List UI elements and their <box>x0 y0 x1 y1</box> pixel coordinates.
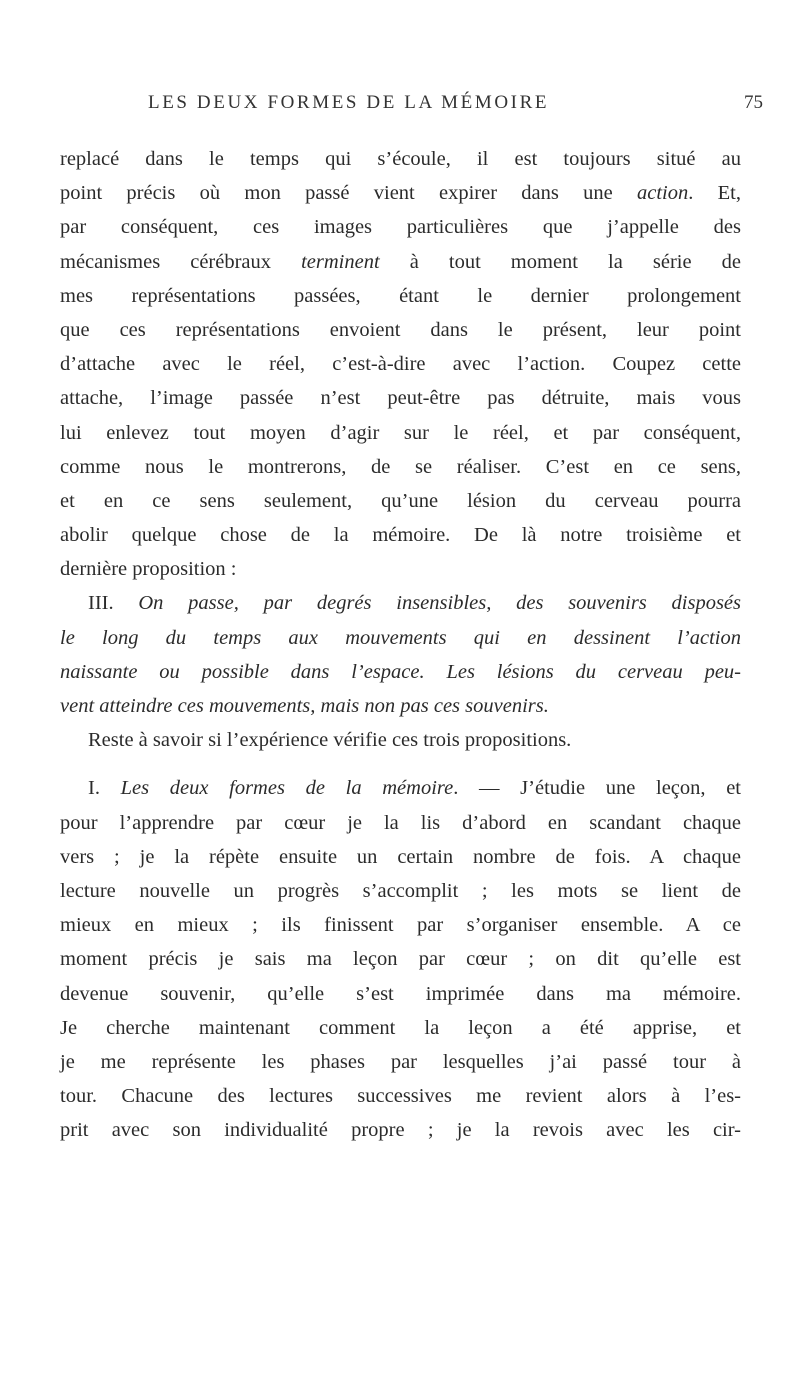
text-line: abolir quelque chose de la mémoire. De là notre troisième et <box>60 524 741 547</box>
text-line <box>60 586 741 620</box>
emphasis: le long du temps aux mouvements qui en dessinent l’action <box>60 626 741 649</box>
text-line <box>60 689 741 723</box>
emphasis: naissante ou possible dans l’espace. Les lésions du cerveau peu- <box>60 660 741 683</box>
page-header <box>0 92 801 122</box>
emphasis: vent atteindre ces mouvements, mais non pas ces souvenirs. <box>60 695 549 717</box>
text-run: . Et, <box>688 182 741 205</box>
text-line: tour. Chacune des lectures successives me revient alors à l’es- <box>60 1085 741 1108</box>
text-line: vers ; je la répète ensuite un certain nombre de fois. A chaque <box>60 845 741 868</box>
text-line: comme nous le montrerons, de se réaliser. C’est en ce sens, <box>60 455 741 478</box>
text-line: d’attache avec le réel, c’est-à-dire avec l’action. Coupez cette <box>60 353 741 376</box>
text-line: replacé dans le temps qui s’écoule, il est toujours situé au <box>60 148 741 170</box>
roman-numeral: I. <box>88 777 121 800</box>
text-line: pour l’apprendre par cœur je la lis d’abord en scandant chaque <box>60 811 741 834</box>
text-line: moment précis je sais ma leçon par cœur ; on dit qu’elle est <box>60 948 741 971</box>
text-line: devenue souvenir, qu’elle s’est imprimée dans ma mémoire. <box>60 982 741 1005</box>
text-line: je me représente les phases par lesquelles j’ai passé tour à <box>60 1050 741 1073</box>
text-line <box>60 771 741 805</box>
section-one <box>60 771 741 1147</box>
text-line: Reste à savoir si l’expérience vérifie ces trois propositions. <box>88 729 572 752</box>
text-line: lecture nouvelle un progrès s’accomplit ; les mots se lient de <box>60 879 741 902</box>
section-gap <box>60 757 741 771</box>
text-line: et en ce sens seulement, qu’une lésion du cerveau pourra <box>60 489 741 512</box>
emphasis: terminent <box>301 250 380 273</box>
text-run: point précis où mon passé vient expirer dans une <box>60 182 638 205</box>
emphasis: action <box>637 182 689 205</box>
text-line <box>60 655 741 689</box>
paragraph <box>60 723 741 757</box>
text-line: prit avec son individualité propre ; je la revois avec les cir- <box>60 1119 741 1142</box>
text-line: attache, l’image passée n’est peut-être pas détruite, mais vous <box>60 387 741 410</box>
roman-numeral: III. <box>88 592 139 615</box>
text-line: lui enlevez tout moyen d’agir sur le réel, et par conséquent, <box>60 421 741 444</box>
text-line <box>60 176 741 210</box>
text-line: mes représentations passées, étant le dernier prolongement <box>60 284 741 307</box>
text-line: que ces représentations envoient dans le présent, leur point <box>60 318 741 341</box>
text-run: . — J’étudie une leçon, et <box>453 777 741 800</box>
text-line: dernière proposition : <box>60 558 237 581</box>
running-title: LES DEUX FORMES DE LA MÉMOIRE <box>148 92 550 113</box>
text-run: à tout moment la série de <box>379 250 741 273</box>
text-run: mécanismes cérébraux <box>60 250 302 273</box>
emphasis: On passe, par degrés insensibles, des souvenirs disposés <box>138 592 742 615</box>
section-title: Les deux formes de la mémoire <box>120 777 454 800</box>
text-line: par conséquent, ces images particulières que j’appelle des <box>60 216 741 239</box>
proposition-three <box>60 586 741 723</box>
text-line: mieux en mieux ; ils finissent par s’organiser ensemble. A ce <box>60 914 741 937</box>
text-line: Je cherche maintenant comment la leçon a été apprise, et <box>60 1016 741 1039</box>
paragraph-continued <box>60 142 741 586</box>
text-line <box>60 621 741 655</box>
body-text <box>60 142 741 1147</box>
page-number: 75 <box>744 92 763 113</box>
text-line <box>60 245 741 279</box>
